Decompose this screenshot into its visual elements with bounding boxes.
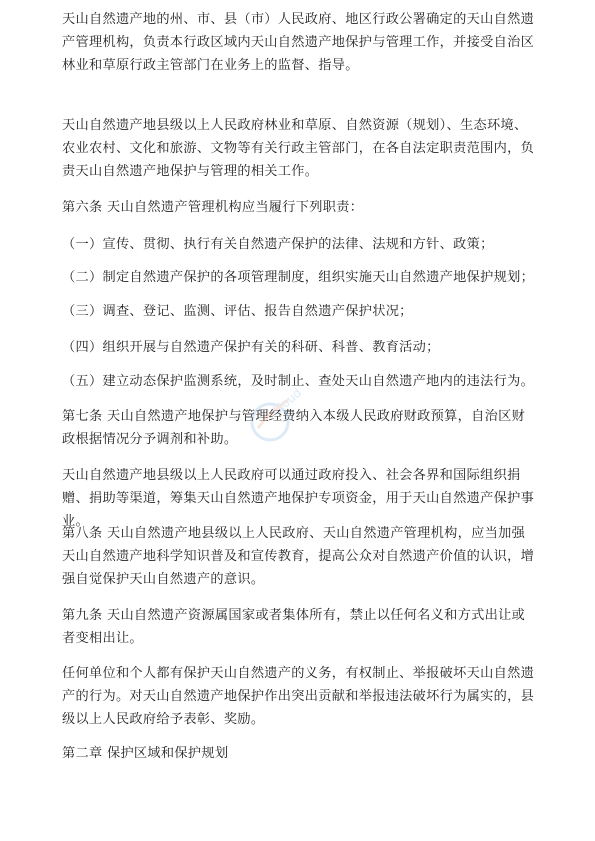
list-item-5: （五）建立动态保护监测系统，及时制止、查处天山自然遗产地内的违法行为。: [62, 374, 535, 389]
paragraph-funding: 天山自然遗产地县级以上人民政府可以通过政府投入、社会各界和国际组织捐赠、捐助等渠道，筹集天山自然遗产地保护专项资金，用于天山自然遗产保护事业。: [62, 468, 535, 529]
watermark-text: Cloud: [268, 385, 305, 419]
list-item-2: （二）制定自然遗产保护的各项管理制度，组织实施天山自然遗产地保护规划；: [62, 270, 535, 285]
chapter-2-heading: 第二章 保护区域和保护规划: [62, 746, 229, 761]
paragraph-1: 天山自然遗产地的州、市、县（市）人民政府、地区行政公署确定的天山自然遗产管理机构，负责本行政区域内天山自然遗产地保护与管理工作，并接受自治区林业和草原行政主管部门在业务上的监督、指导。: [62, 12, 535, 73]
list-item-4: （四）组织开展与自然遗产保护有关的科研、科普、教育活动；: [62, 340, 440, 355]
paragraph-duty: 任何单位和个人都有保护天山自然遗产的义务，有权制止、举报破坏天山自然遗产的行为。对天山自然遗产地保护作出突出贡献和举报违法破坏行为属实的，县级以上人民政府给予表彰、奖励。: [62, 666, 535, 727]
article-7: 第七条 天山自然遗产地保护与管理经费纳入本级人民政府财政预算，自治区财政根据情况分予调剂和补助。: [62, 409, 526, 447]
article-8: 第八条 天山自然遗产地县级以上人民政府、天山自然遗产管理机构，应当加强天山自然遗产地科学知识普及和宣传教育，提高公众对自然遗产价值的认识，增强自觉保护天山自然遗产的意识。: [62, 526, 535, 587]
article-6-heading: 第六条 天山自然遗产管理机构应当履行下列职责：: [62, 200, 364, 215]
list-item-3: （三）调查、登记、监测、评估、报告自然遗产保护状况；: [62, 304, 413, 319]
list-item-1: （一）宣传、贯彻、执行有关自然遗产保护的法律、法规和方针、政策；: [62, 237, 494, 252]
paragraph-2: 天山自然遗产地县级以上人民政府林业和草原、自然资源（规划）、生态环境、农业农村、文化和旅游、文物等有关行政主管部门，在各自法定职责范围内，负责天山自然遗产地保护与管理的相关工作。: [62, 118, 535, 179]
article-9: 第九条 天山自然遗产资源属国家或者集体所有，禁止以任何名义和方式出让或者变相出让。: [62, 608, 526, 646]
